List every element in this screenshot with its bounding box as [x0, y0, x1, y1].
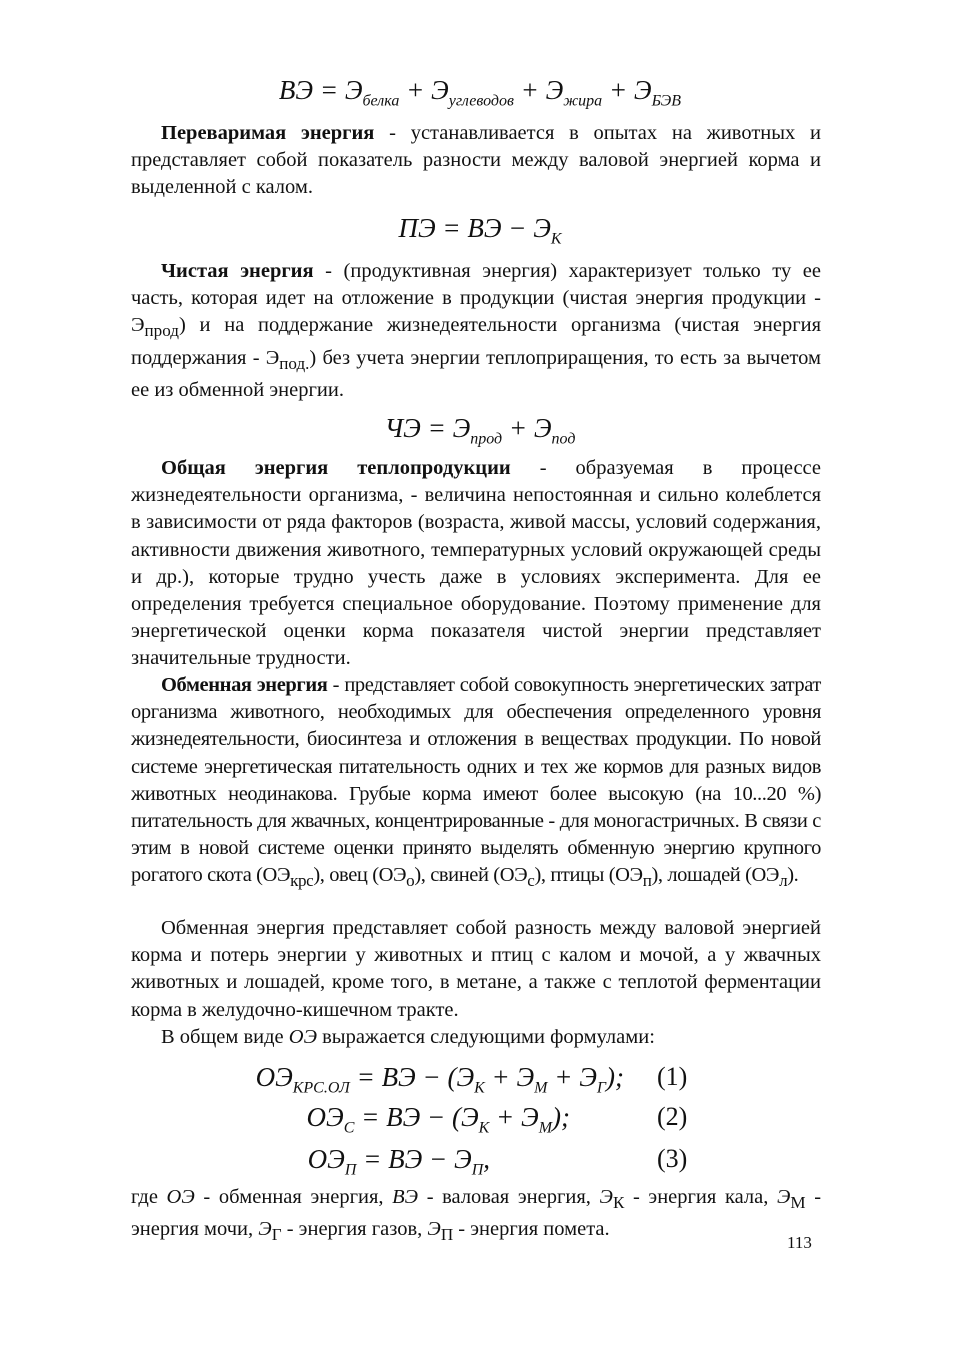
equation-expression: $ОЭ_С$ = ВЭ − $(Э_К + Э_М)$; [306, 1102, 570, 1137]
equation-row [0, 1062, 960, 1098]
heat-production-paragraph: Общая энергия теплопродукции - образуемая в процессе жизнедеятельности организма, - величина непостоянная и сильно колеблется в зависимости от ряда факторов (возраста, живой массы, условий содержания, активности движения животного, температурных условий окружающей среды и др.), которые трудно учесть даже в условиях эксперимента. Для ее определения требуется специальное оборудование. Поэтому применение для энергетической оценки корма показателя чистой энергии представляет значительные трудности. [131, 457, 821, 670]
difference-paragraph: Обменная энергия представляет собой разность между валовой энергией корма и потерь энергии у животных и птиц с калом и мочой, а у жвачных животных и лошадей, кроме того, в метане, а также с теплотой ферментации корма в желудочно-кишечном тракте. [131, 917, 821, 1021]
equation-expression: $ОЭ_П$ = ВЭ − $Э_П$, [307, 1144, 490, 1179]
net-energy-paragraph: Чистая энергия - (продуктивная энергия) характеризует только ту ее часть, которая идет на отложение в продукции (чистая энергия продукции - $Э_{прод}$) и на поддержание жизнедеятельности организма (чистая энергия поддержания - $Э_{под.}$) без учета энергии теплоприращения, то есть за вычетом ее из обменной энергии. [131, 260, 821, 401]
page-number: 113 [787, 1233, 812, 1252]
metabolizable-energy-paragraph: Обменная энергия - представляет собой совокупность энергетических затрат организма животного, необходимых для обеспечения определенного уровня жизнедеятельности, биосинтеза и отложения в веществах продукции. По новой системе энергетическая питательность одних и тех же кормов для разных видов животных неодинакова. Грубые корма имеют более высокую (на 10...20 %) питательность для жвачных, концентрированные - для моногастричных. В связи с этим в новой системе оценки принято выделять обменную энергию крупного рогатого скота $(ОЭ_{крс})$, овец $(ОЭ_о)$, свиней $(ОЭ_с)$, птицы $(ОЭ_п)$, лошадей $(ОЭ_л)$. [131, 674, 821, 891]
net-energy-formula: ЧЭ = $Э_{прод} + Э_{под}$ [384, 413, 576, 448]
formula-legend: где ОЭ - обменная энергия, ВЭ - валовая энергия, $Э_К$ - энергия кала, $Э_М$ - энергия мочи, $Э_Г$ - энергия газов, $Э_П$ - энергия помета. [131, 1186, 822, 1245]
equation-number: (1) [657, 1062, 688, 1091]
equation-row [0, 1102, 960, 1138]
general-form-line: В общем виде ОЭ выражается следующими формулами: [161, 1026, 655, 1048]
equation-number: (3) [657, 1144, 688, 1173]
equation-expression: $ОЭ_{КРС.ОЛ}$ = ВЭ − $(Э_К + Э_М + Э_Г)$; [255, 1062, 624, 1097]
digestible-energy-formula: ПЭ = ВЭ − $Э_К$ [398, 213, 562, 248]
equation-row [0, 1144, 960, 1180]
gross-energy-formula: ВЭ = $Э_{белка} + Э_{углеводов} + Э_{жира} + Э_{БЭВ}$ [278, 75, 682, 110]
digestible-energy-paragraph: Переваримая энергия - устанавливается в опытах на животных и представляет собой показатель разности между валовой энергией корма и выделенной с калом. [131, 122, 821, 199]
equation-number: (2) [657, 1102, 688, 1131]
